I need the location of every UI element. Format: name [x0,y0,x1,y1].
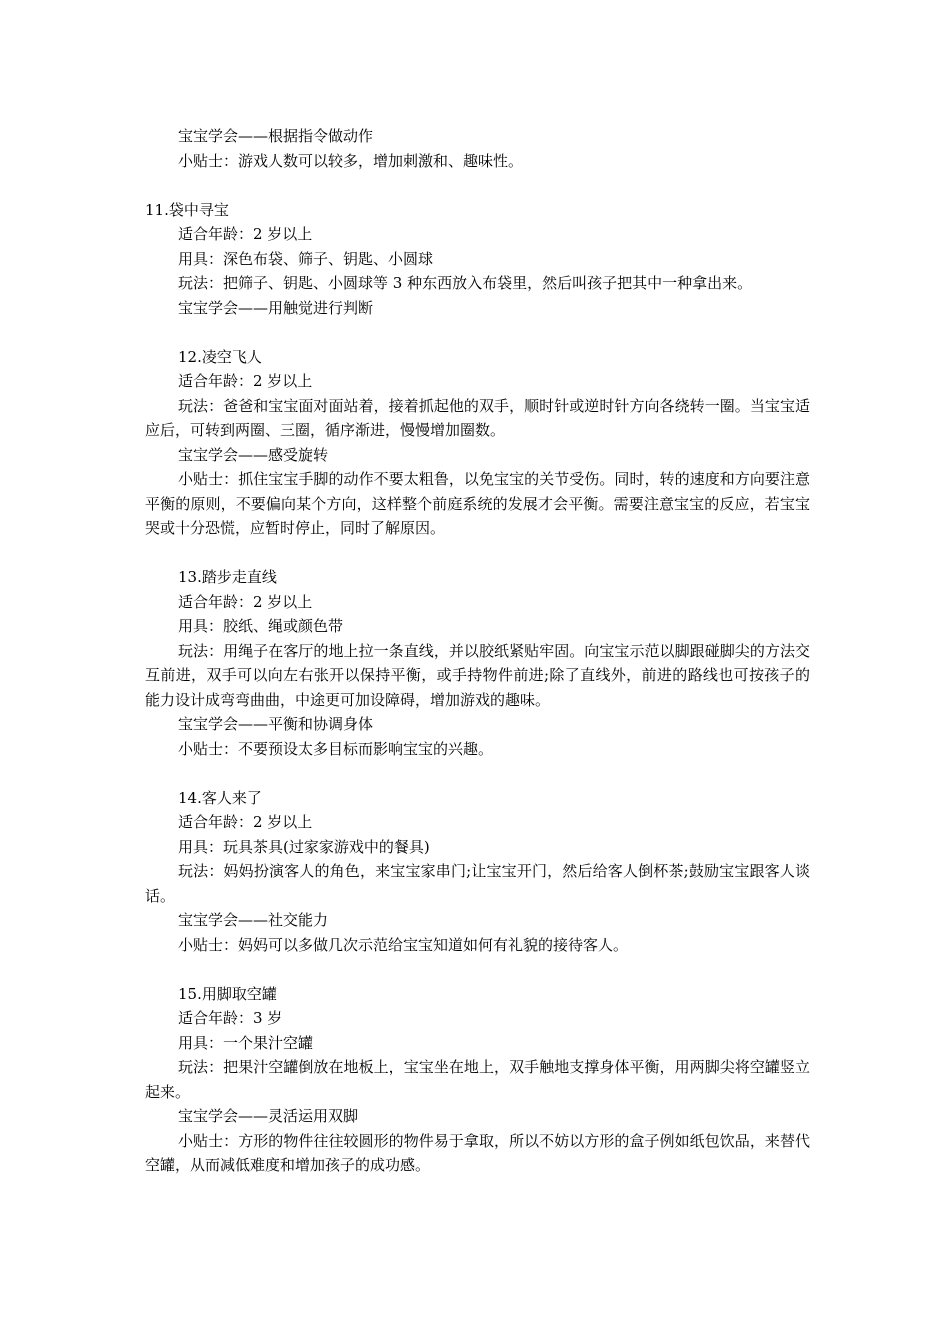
section-11-learn: 宝宝学会——用触觉进行判断 [178,298,374,317]
section-11-age: 适合年龄：2 岁以上 [178,225,313,243]
section-14-tools: 用具：玩具茶具(过家家游戏中的餐具) [178,837,430,856]
section-12-play: 玩法：爸爸和宝宝面对面站着，接着抓起他的双手，顺时针或逆时针方向各绕转一圈。当宝宝适应后，可转到两圈、三圈，循序渐进，慢慢增加圈数。 [145,396,810,439]
section-15-tools: 用具：一个果汁空罐 [178,1033,314,1052]
section-13-play: 玩法：用绳子在客厅的地上拉一条直线，并以胶纸紧贴牢固。向宝宝示范以脚跟碰脚尖的方法交互前进，双手可以向左右张开以保持平衡，或手持物件前进;除了直线外，前进的路线也可按孩子的能力设计成弯弯曲曲，中途更可加设障碍，增加游戏的趣味。 [145,641,810,709]
spacer [145,761,810,786]
section-13-tip: 小贴士：不要预设太多目标而影响宝宝的兴趣。 [178,739,494,758]
document-page [145,124,810,1178]
spacer [145,957,810,982]
section-13-learn: 宝宝学会——平衡和协调身体 [178,715,374,733]
section-15-age: 适合年龄：3 岁 [178,1009,283,1027]
section-12-title: 12.凌空飞人 [178,347,262,366]
section-12-tip: 小贴士：抓住宝宝手脚的动作不要太粗鲁，以免宝宝的关节受伤。同时，转的速度和方向要注意平衡的原则，不要偏向某个方向，这样整个前庭系统的发展才会平衡。需要注意宝宝的反应，若宝宝哭或十分恐慌，应暂时停止，同时了解原因。 [145,470,810,537]
spacer [145,173,810,198]
section-15-tip: 小贴士：方形的物件往往较圆形的物件易于拿取，所以不妨以方形的盒子例如纸包饮品，来替代空罐，从而减低难度和增加孩子的成功感。 [145,1131,810,1174]
section-15-title: 15.用脚取空罐 [178,984,277,1003]
section-14-tip: 小贴士：妈妈可以多做几次示范给宝宝知道如何有礼貌的接待客人。 [178,935,629,954]
section-15-play: 玩法：把果汁空罐倒放在地板上，宝宝坐在地上，双手触地支撑身体平衡，用两脚尖将空罐竖立起来。 [145,1058,810,1101]
section-11-play: 玩法：把筛子、钥匙、小圆球等 3 种东西放入布袋里，然后叫孩子把其中一种拿出来。 [178,274,753,292]
intro-tip: 小贴士：游戏人数可以较多，增加刺激和、趣味性。 [178,151,524,170]
section-11-tools: 用具：深色布袋、筛子、钥匙、小圆球 [178,249,434,268]
section-13-title: 13.踏步走直线 [178,568,277,586]
intro-learn: 宝宝学会——根据指令做动作 [178,127,374,145]
section-14-title: 14.客人来了 [178,788,262,807]
section-14-learn: 宝宝学会——社交能力 [178,911,329,929]
spacer [145,541,810,566]
section-13-tools: 用具：胶纸、绳或颜色带 [178,617,344,635]
section-13-age: 适合年龄：2 岁以上 [178,592,313,611]
section-14-age: 适合年龄：2 岁以上 [178,813,313,831]
section-12-learn: 宝宝学会——感受旋转 [178,445,329,464]
section-12-age: 适合年龄：2 岁以上 [178,372,313,390]
section-14-play: 玩法：妈妈扮演客人的角色，来宝宝家串门;让宝宝开门，然后给客人倒杯茶;鼓励宝宝跟客人谈话。 [145,862,810,905]
section-15-learn: 宝宝学会——灵活运用双脚 [178,1107,359,1125]
spacer [145,320,810,345]
section-11-title: 11.袋中寻宝 [145,200,229,219]
